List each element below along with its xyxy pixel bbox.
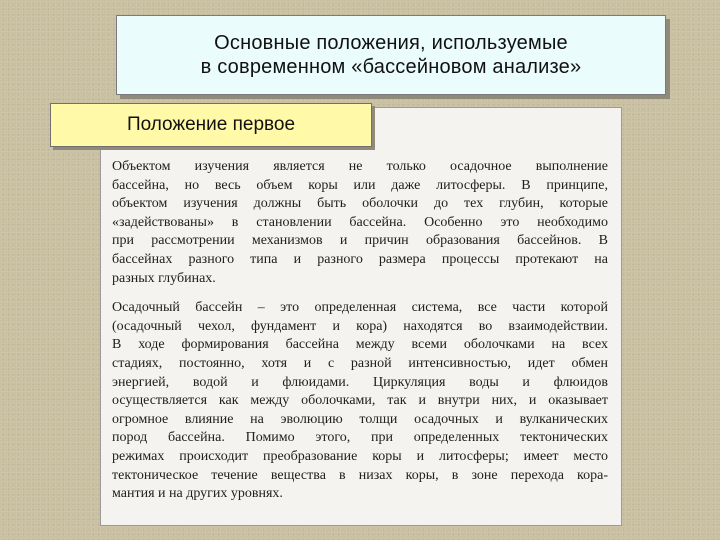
- text-line: энергией, водой и флюидами. Циркуляция воды и флюидов: [112, 374, 608, 390]
- text-line: Объектом изучения является не только осадочное выполнение: [112, 159, 608, 174]
- subtitle-text: Положение первое: [126, 114, 296, 135]
- text-line: бассейна, но весь объем коры или даже литосферы. В принципе,: [112, 177, 608, 193]
- slide-title-line-1: Основные положения, используемые: [214, 32, 568, 54]
- text-line: пород бассейна. Помимо этого, при определенных тектонических: [112, 430, 608, 446]
- text-line: объектом изучения должны быть оболочки до тех глубин, которые: [112, 196, 608, 212]
- text-line: Осадочный бассейн – это определенная система, все части которой: [112, 300, 608, 316]
- slide-title-box: [116, 15, 666, 95]
- text-line: разных глубинах.: [112, 270, 216, 286]
- text-line: режимах происходит преобразование коры и литосферы; имеет место: [112, 448, 608, 464]
- text-line: «задействованы» в становлении бассейна. Особенно это необходимо: [112, 214, 608, 230]
- text-line: стадиях, постоянно, хотя и с разной интенсивностью, идет обмен: [112, 355, 608, 371]
- text-line: огромное влияние на эволюцию толщи осадочных и вулканических: [112, 411, 608, 427]
- document-text: [112, 158, 608, 504]
- slide-title-line-2: в современном «бассейновом анализе»: [200, 56, 582, 78]
- text-line: тектоническое течение вещества в низах коры, в зоне перехода кора-: [112, 467, 608, 483]
- text-line: мантия и на других уровнях.: [112, 486, 283, 502]
- text-line: осуществляется как между оболочками, так и внутри них, и оказывает: [112, 393, 608, 409]
- paragraph-2: [112, 299, 608, 504]
- subtitle-box: [50, 103, 372, 147]
- text-line: В ходе формирования бассейна между всеми оболочками на всех: [112, 337, 608, 353]
- text-line: бассейнах разного типа и разного размера процессы протекают на: [112, 251, 608, 267]
- paragraph-1: [112, 158, 608, 288]
- text-line: при рассмотрении механизмов и причин образования бассейнов. В: [112, 233, 608, 249]
- text-line: (осадочный чехол, фундамент и кора) находятся во взаимодействии.: [112, 318, 608, 334]
